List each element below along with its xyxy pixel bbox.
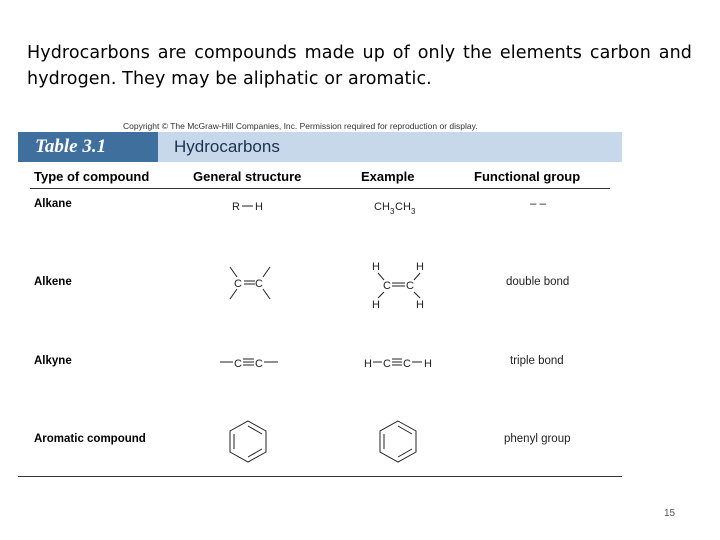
header-rule [30,188,610,189]
svg-text:C: C [255,278,263,290]
aromatic-functional-group: phenyl group [504,433,571,445]
svg-text:H: H [372,299,380,310]
svg-text:CH: CH [374,201,390,213]
svg-text:C: C [234,358,242,370]
svg-text:C: C [234,278,242,290]
svg-text:R: R [232,201,240,213]
intro-paragraph: Hydrocarbons are compounds made up of only the elements carbon and hydrogen. They may be aliphatic or aromatic. [27,43,692,89]
alkane-example-structure [372,196,432,218]
aromatic-example-structure [376,418,420,466]
alkane-functional-group: – – [530,198,546,210]
aromatic-general-structure [226,418,270,466]
svg-text:C: C [406,280,414,292]
row-aromatic-type: Aromatic compound [34,433,146,445]
alkane-general-structure [228,196,278,216]
header-functional-group: Functional group [474,169,581,184]
alkyne-general-structure [218,352,282,374]
svg-text:H: H [416,261,424,273]
svg-text:H: H [416,299,424,310]
header-example: Example [361,169,415,184]
alkene-functional-group: double bond [506,276,570,288]
svg-text:3: 3 [411,207,416,216]
row-alkene-type: Alkene [34,276,72,288]
header-general-structure: General structure [193,169,302,184]
header-type: Type of compound [34,169,150,184]
table-title: Hydrocarbons [174,137,280,156]
svg-text:C: C [383,358,391,370]
svg-text:3: 3 [390,207,395,216]
svg-text:CH: CH [395,201,411,213]
table-bottom-rule [18,476,622,477]
alkyne-functional-group: triple bond [510,355,564,367]
table-label: Table 3.1 [18,132,158,162]
svg-text:C: C [255,358,263,370]
alkene-example-structure [366,258,430,310]
alkene-general-structure [225,262,275,304]
alkyne-example-structure [362,352,438,374]
row-alkane-type: Alkane [34,198,72,210]
row-alkyne-type: Alkyne [34,355,72,367]
copyright-notice: Copyright © The McGraw-Hill Companies, Inc. Permission required for reproduction or display. [123,121,478,131]
svg-text:C: C [403,358,411,370]
table-title-bar [18,132,622,162]
page-number: 15 [664,508,676,519]
svg-text:H: H [372,261,380,273]
svg-text:H: H [424,358,432,370]
svg-text:H: H [255,201,263,213]
svg-text:H: H [364,358,372,370]
svg-text:C: C [383,280,391,292]
